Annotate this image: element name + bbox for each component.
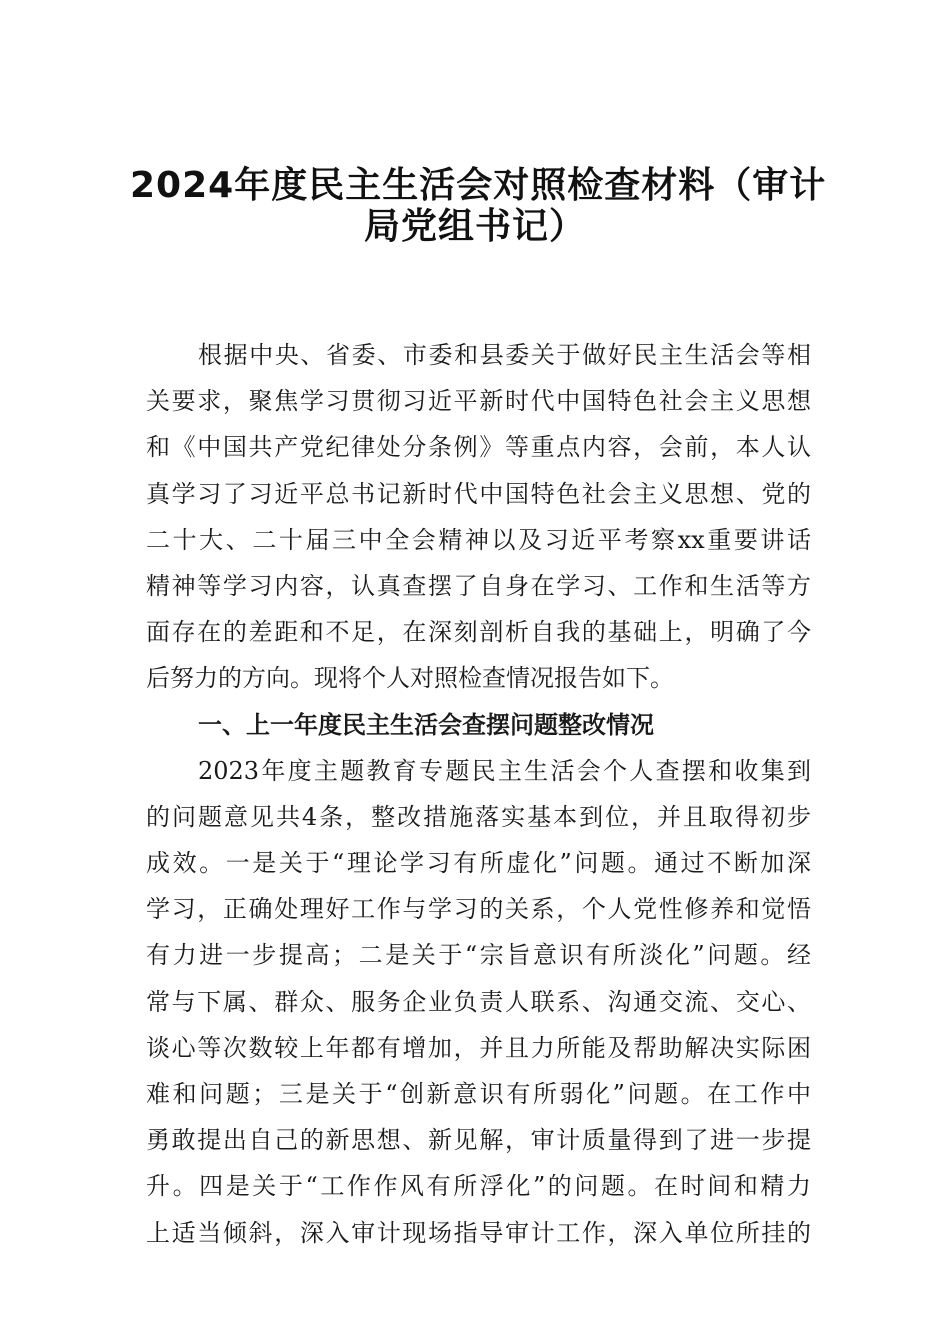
paragraph-line: 2023年度主题教育专题民主生活会个人查摆和收集到 — [198, 756, 811, 785]
paragraph-line: 学习，正确处理好工作与学习的关系，个人党性修养和觉悟 — [146, 895, 811, 924]
document-body — [146, 332, 811, 1256]
document-title-line-1: 2024年度民主生活会对照检查材料（审计 — [130, 165, 827, 206]
paragraph-line: 谈心等次数较上年都有增加，并且力所能及帮助解决实际困 — [146, 1033, 811, 1062]
paragraph-line: 升。四是关于“工作作风有所浮化”的问题。在时间和精力 — [146, 1172, 811, 1201]
section-heading: 一、上一年度民主生活会查摆问题整改情况 — [198, 710, 654, 739]
paragraph-line: 精神等学习内容，认真查摆了自身在学习、工作和生活等方 — [146, 571, 811, 600]
paragraph-line: 常与下属、群众、服务企业负责人联系、沟通交流、交心、 — [146, 987, 811, 1016]
paragraph-line: 有力进一步提高；二是关于“宗旨意识有所淡化”问题。经 — [146, 941, 811, 970]
paragraph-line: 成效。一是关于“理论学习有所虚化”问题。通过不断加深 — [146, 849, 811, 878]
paragraph-line: 难和问题；三是关于“创新意识有所弱化”问题。在工作中 — [146, 1080, 811, 1108]
paragraph-line: 上适当倾斜，深入审计现场指导审计工作，深入单位所挂的 — [146, 1218, 811, 1247]
paragraph-line: 和《中国共产党纪律处分条例》等重点内容，会前，本人认 — [146, 433, 811, 462]
paragraph-line: 二十大、二十届三中全会精神以及习近平考察xx重要讲话 — [146, 525, 811, 554]
paragraph-line: 真学习了习近平总书记新时代中国特色社会主义思想、党的 — [146, 479, 811, 508]
paragraph-line: 关要求，聚焦学习贯彻习近平新时代中国特色社会主义思想 — [146, 387, 811, 416]
paragraph-line: 勇敢提出自己的新思想、新见解，审计质量得到了进一步提 — [146, 1126, 811, 1155]
paragraph-line: 后努力的方向。现将个人对照检查情况报告如下。 — [146, 664, 674, 693]
document-title-line-2: 局党组书记） — [363, 206, 586, 247]
paragraph-line: 面存在的差距和不足，在深刻剖析自我的基础上，明确了今 — [146, 618, 811, 647]
paragraph-line: 的问题意见共4条，整改措施落实基本到位，并且取得初步 — [146, 802, 811, 831]
paragraph-line: 根据中央、省委、市委和县委关于做好民主生活会等相 — [198, 341, 811, 369]
